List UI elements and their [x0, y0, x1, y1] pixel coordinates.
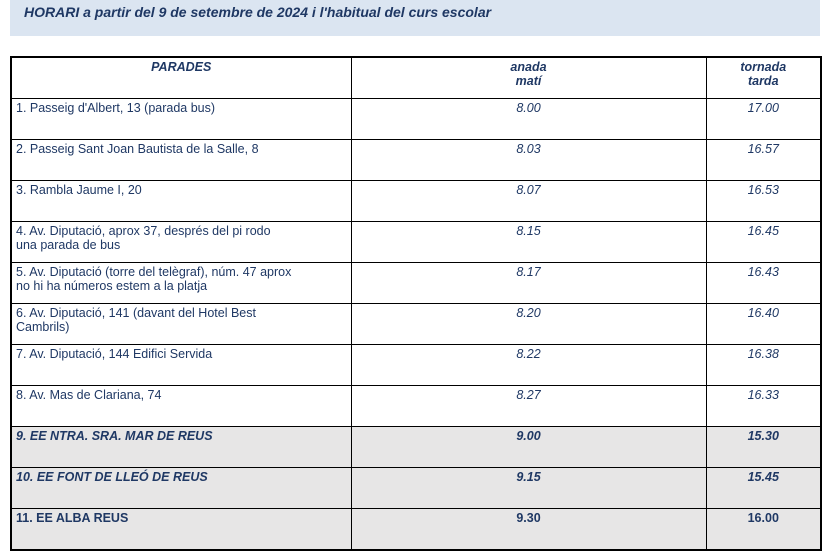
stop-cell: 4. Av. Diputació, aprox 37, després del pi rodo una parada de bus [11, 222, 351, 263]
header-morning: anada matí [351, 57, 706, 99]
morning-time-cell: 9.00 [351, 427, 706, 468]
morning-time-cell: 8.20 [351, 304, 706, 345]
stop-cell: 1. Passeig d'Albert, 13 (parada bus) [11, 99, 351, 140]
afternoon-time-cell: 16.57 [706, 140, 821, 181]
table-row [11, 140, 821, 181]
stop-cell: 6. Av. Diputació, 141 (davant del Hotel Best Cambrils) [11, 304, 351, 345]
afternoon-time-cell: 16.40 [706, 304, 821, 345]
stop-cell: 11. EE ALBA REUS [11, 509, 351, 551]
morning-time-cell: 8.22 [351, 345, 706, 386]
stop-cell: 8. Av. Mas de Clariana, 74 [11, 386, 351, 427]
afternoon-time-cell: 15.30 [706, 427, 821, 468]
page-title: HORARI a partir del 9 de setembre de 2024 i l'habitual del curs escolar [24, 4, 492, 20]
afternoon-time-cell: 15.45 [706, 468, 821, 509]
table-row [11, 99, 821, 140]
morning-time-cell: 8.07 [351, 181, 706, 222]
afternoon-time-cell: 16.45 [706, 222, 821, 263]
school-row [11, 468, 821, 509]
morning-time-cell: 8.03 [351, 140, 706, 181]
school-row [11, 509, 821, 551]
table-header-row [11, 57, 821, 99]
stop-cell: 2. Passeig Sant Joan Bautista de la Salle, 8 [11, 140, 351, 181]
title-banner [10, 0, 820, 36]
afternoon-time-cell: 16.53 [706, 181, 821, 222]
stop-cell: 7. Av. Diputació, 144 Edifici Servida [11, 345, 351, 386]
morning-time-cell: 8.17 [351, 263, 706, 304]
table-row [11, 345, 821, 386]
table-row [11, 263, 821, 304]
afternoon-time-cell: 16.38 [706, 345, 821, 386]
stop-cell: 3. Rambla Jaume I, 20 [11, 181, 351, 222]
header-afternoon: tornada tarda [706, 57, 821, 99]
morning-time-cell: 9.30 [351, 509, 706, 551]
table-row [11, 386, 821, 427]
stop-cell: 5. Av. Diputació (torre del telègraf), núm. 47 aprox no hi ha números estem a la platja [11, 263, 351, 304]
morning-time-cell: 8.27 [351, 386, 706, 427]
schedule-table [10, 56, 822, 551]
morning-time-cell: 8.00 [351, 99, 706, 140]
table-row [11, 181, 821, 222]
stop-cell: 10. EE FONT DE LLEÓ DE REUS [11, 468, 351, 509]
school-row [11, 427, 821, 468]
table-row [11, 304, 821, 345]
afternoon-time-cell: 16.33 [706, 386, 821, 427]
morning-time-cell: 8.15 [351, 222, 706, 263]
table-row [11, 222, 821, 263]
afternoon-time-cell: 16.43 [706, 263, 821, 304]
afternoon-time-cell: 16.00 [706, 509, 821, 551]
morning-time-cell: 9.15 [351, 468, 706, 509]
afternoon-time-cell: 17.00 [706, 99, 821, 140]
header-stops: PARADES [11, 57, 351, 99]
stop-cell: 9. EE NTRA. SRA. MAR DE REUS [11, 427, 351, 468]
